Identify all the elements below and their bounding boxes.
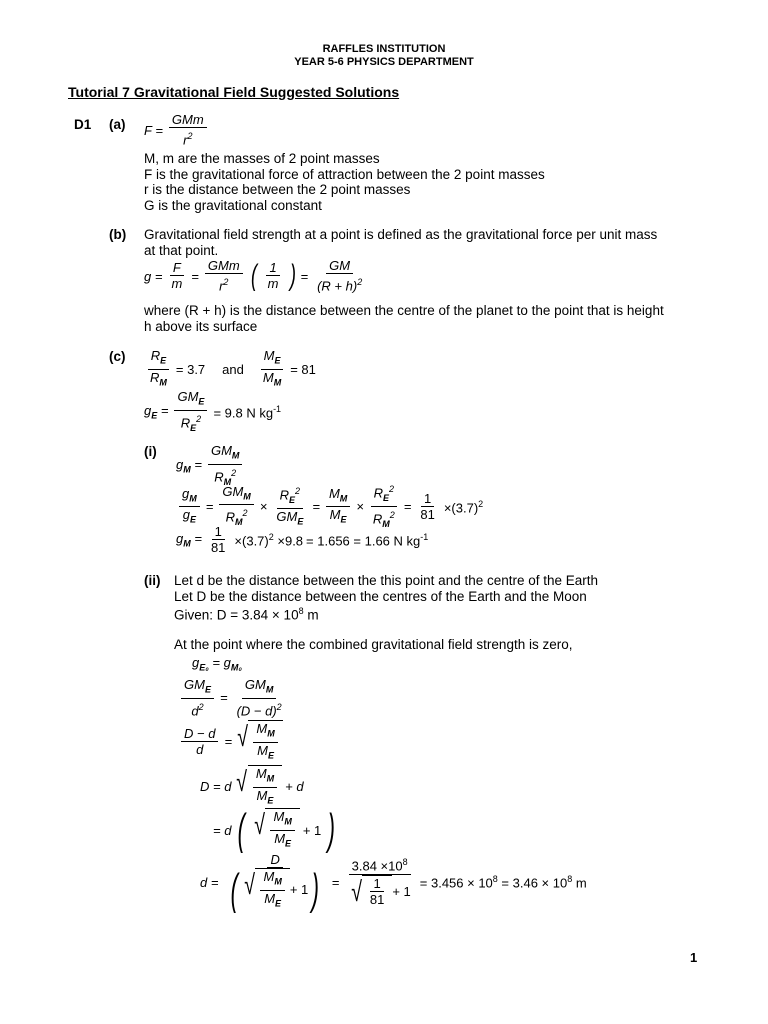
definition-line: F is the gravitational force of attraction between the 2 point masses	[144, 166, 545, 182]
page-title: Tutorial 7 Gravitational Field Suggested Solutions	[68, 84, 400, 100]
field-strength-equation: g = $\frac{F}{m}$ = $\frac{\text{GMm}}{r^2}$ ( $\frac{1}{m}$ ) = $\frac{GM}{(R + h)^2}$	[144, 258, 363, 294]
radius-ratio-value: = 3.7	[175, 361, 206, 377]
moon-gravity-result: $g_M$ = $\frac{1}{81}$ $\times(3.7)^2 \times 9.8$ = 1.656 = 1.66 N $kg^{-1}$	[176, 524, 429, 555]
distance-factored-equation: = d ( √ $\frac{M_M}{M_E}$ + 1 )	[213, 805, 336, 854]
exponent: 8	[492, 873, 498, 884]
earth-gravity-equation: $g_E$ = $\frac{GM_E}{R_E^2}$ = 9.8 N $kg^{-1}$	[144, 389, 282, 433]
question-number: D1	[74, 117, 92, 132]
explanation-line: where (R + h) is the distance between the centre of the planet to the point that is height	[144, 303, 664, 318]
gravitational-balance-equation: $\frac{GM_E}{d^2}$ = $\frac{GM_M}{(D - d)^2}$	[178, 677, 288, 719]
final-distance-equation: d = D ( √ $\frac{M_M}{M_E}$ + 1 ) = $3.84 \times 10^8$ √ $\frac{1}{81}$ + 1 = $3.456 \times 10^8 = 3.46 \times 10^8$ m	[200, 852, 587, 914]
explanation-line: h above its surface	[144, 318, 258, 334]
part-b-definition	[144, 227, 657, 258]
distance-rounded: = 3.46 × 10	[497, 875, 568, 891]
unit: m	[572, 875, 587, 891]
definition-line: r is the distance between the 2 point masses	[144, 182, 411, 197]
definition-line: Gravitational field strength at a point is defined as the gravitational force per unit mass	[144, 227, 658, 242]
mass-ratio-value: = 81	[290, 361, 316, 377]
ratios-given: $\frac{R_E}{R_M}$ = 3.7 and $\frac{M_E}{M_M}$ = 81	[144, 348, 316, 390]
given-distance	[174, 604, 598, 623]
field-balance-equation: $g_{E_0} = g_{M_0}$	[192, 655, 242, 673]
zero-field-statement: At the point where the combined gravitational field strength is zero,	[174, 637, 573, 652]
moon-gravity-equation: $g_M$ = $\frac{GM_M}{R_M^2}$	[176, 443, 245, 490]
definition-line: G is the gravitational constant	[144, 197, 322, 213]
unit-exponent: -1	[420, 531, 429, 542]
part-b-explanation	[144, 303, 664, 334]
earth-gravity-value: = 9.8 N kg	[213, 405, 274, 421]
explanation-line: Let D be the distance between the centres of the Earth and the Moon	[174, 588, 587, 604]
moon-gravity-value: = 1.656 = 1.66 N kg	[306, 533, 421, 549]
root-ratio-equation: $\frac{D - d}{d}$ = √ $\frac{M_M}{M_E}$	[178, 720, 283, 763]
part-a-definitions	[144, 151, 545, 213]
part-c-label: (c)	[109, 349, 126, 364]
gravity-ratio-equation: $\frac{g_M}{g_E}$ = $\frac{GM_M}{R_M^2}$ × $\frac{R_E^2}{GM_E}$ = $\frac{M_M}{M_E}$ × $\frac{R_E^2}{R_M^2}$ = $\frac{1}{81}$ $\times(3.7)^2$	[176, 482, 483, 532]
exponent: 8	[298, 606, 304, 616]
part-b-label: (b)	[109, 227, 127, 242]
distance-expansion-equation: D = d √ $\frac{M_M}{M_E}$ + d	[200, 765, 304, 808]
definition-line: at that point.	[144, 242, 219, 258]
part-c-i-label: (i)	[144, 444, 157, 459]
explanation-line: Let d be the distance between the this point and the centre of the Earth	[174, 573, 599, 588]
department-name: YEAR 5-6 PHYSICS DEPARTMENT	[294, 56, 474, 68]
given-value: Given: D = 3.84 × 10	[174, 607, 299, 623]
and-word: and	[222, 361, 244, 377]
newton-law-equation: F = $\frac{\text{GMm}}{r^2}$	[144, 112, 210, 148]
part-c-ii-label: (ii)	[144, 573, 161, 588]
exponent: 8	[567, 873, 573, 884]
definition-line: M, m are the masses of 2 point masses	[144, 151, 380, 166]
institution-name: RAFFLES INSTITUTION	[322, 43, 446, 55]
unit: m	[303, 607, 319, 623]
part-c-ii-text	[174, 573, 598, 623]
page-number: 1	[690, 950, 698, 965]
unit-exponent: -1	[273, 404, 282, 415]
distance-value: = 3.456 × 10	[419, 875, 493, 891]
part-a-label: (a)	[109, 117, 126, 132]
